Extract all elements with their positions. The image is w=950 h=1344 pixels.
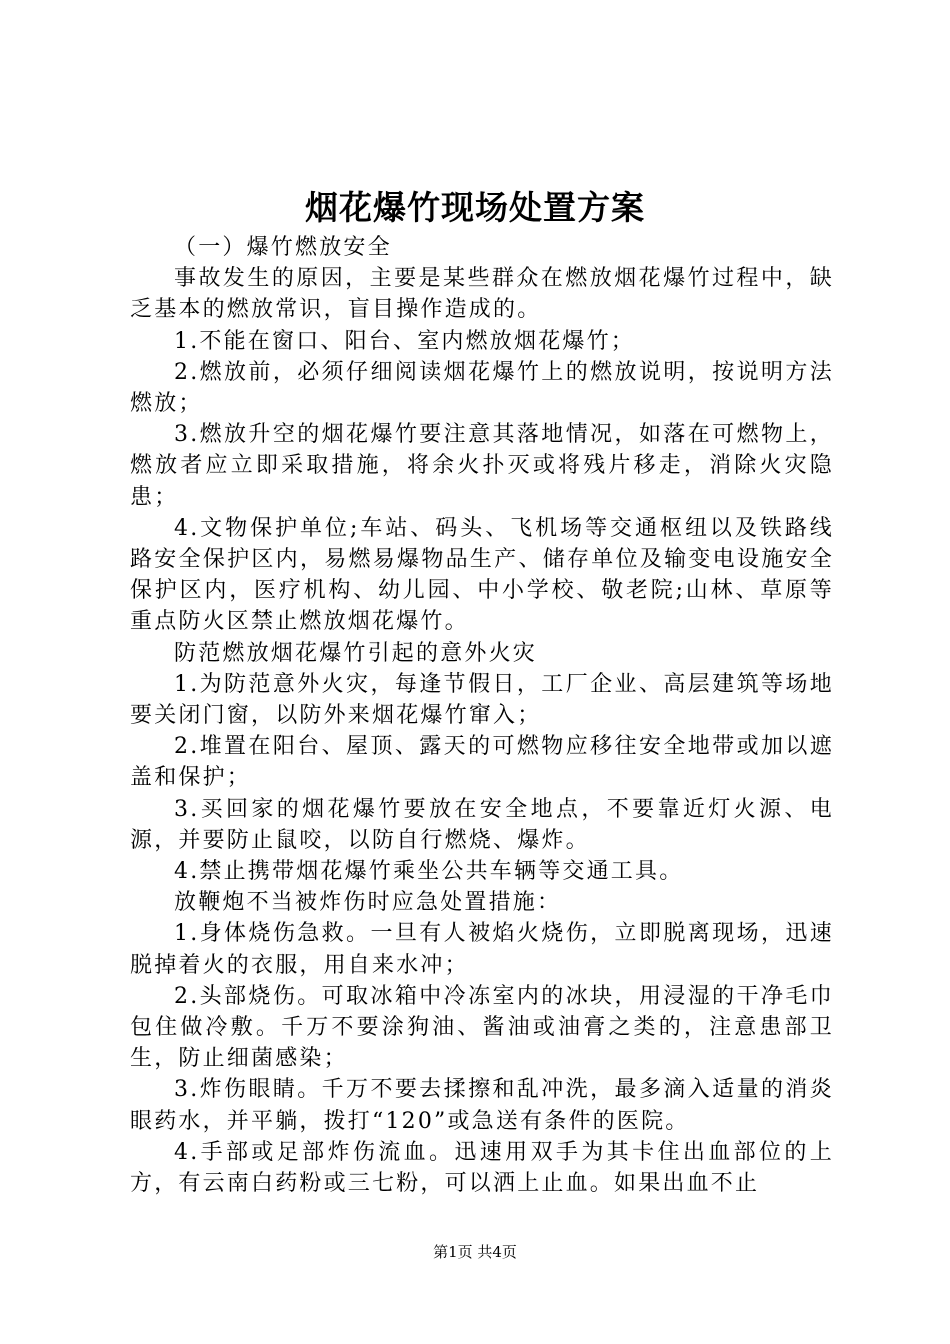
list-item: 2.头部烧伤。可取冰箱中冷冻室内的冰块，用浸湿的干净毛巾包住做冷敷。千万不要涂狗油、酱油或油膏之类的，注意患部卫生，防止细菌感染； <box>130 983 834 1072</box>
list-item: 1.不能在窗口、阳台、室内燃放烟花爆竹； <box>174 328 635 354</box>
section-heading: 放鞭炮不当被炸伤时应急处置措施： <box>174 890 562 916</box>
section-heading: （一）爆竹燃放安全 <box>174 235 392 260</box>
section-heading: 防范燃放烟花爆竹引起的意外火灾 <box>174 640 538 666</box>
list-item: 3.炸伤眼睛。千万不要去揉擦和乱冲洗，最多滴入适量的消炎眼药水，并平躺，拨打“120”或急送有条件的医院。 <box>130 1077 834 1134</box>
document-body <box>130 232 834 1199</box>
list-item: 4.手部或足部炸伤流血。迅速用双手为其卡住出血部位的上方，有云南白药粉或三七粉，可以洒上止血。如果出血不止 <box>130 1139 834 1197</box>
list-item: 2.燃放前，必须仔细阅读烟花爆竹上的燃放说明，按说明方法燃放； <box>130 359 834 417</box>
list-item: 1.身体烧伤急救。一旦有人被焰火烧伤，立即脱离现场，迅速脱掉着火的衣服，用自来水冲； <box>130 921 834 978</box>
list-item: 3.买回家的烟花爆竹要放在安全地点，不要靠近灯火源、电源，并要防止鼠咬，以防自行燃烧、爆炸。 <box>130 796 834 853</box>
list-item: 4.文物保护单位;车站、码头、飞机场等交通枢纽以及铁路线路安全保护区内，易燃易爆物品生产、储存单位及输变电设施安全保护区内，医疗机构、幼儿园、中小学校、敬老院;山林、草原等重点防火区禁止燃放烟花爆竹。 <box>130 515 834 635</box>
list-item: 1.为防范意外火灾，每逢节假日，工厂企业、高层建筑等场地要关闭门窗，以防外来烟花爆竹窜入； <box>130 671 834 729</box>
document-title: 烟花爆竹现场处置方案 <box>305 188 645 227</box>
list-item: 4.禁止携带烟花爆竹乘坐公共车辆等交通工具。 <box>174 859 684 885</box>
list-item: 2.堆置在阳台、屋顶、露天的可燃物应移往安全地带或加以遮盖和保护； <box>130 734 834 791</box>
paragraph: 事故发生的原因，主要是某些群众在燃放烟花爆竹过程中，缺乏基本的燃放常识，盲目操作造成的。 <box>130 266 834 323</box>
page-footer: 第1页 共4页 <box>433 1243 517 1261</box>
list-item: 3.燃放升空的烟花爆竹要注意其落地情况，如落在可燃物上，燃放者应立即采取措施，将余火扑灭或将残片移走，消除火灾隐患； <box>130 422 834 510</box>
